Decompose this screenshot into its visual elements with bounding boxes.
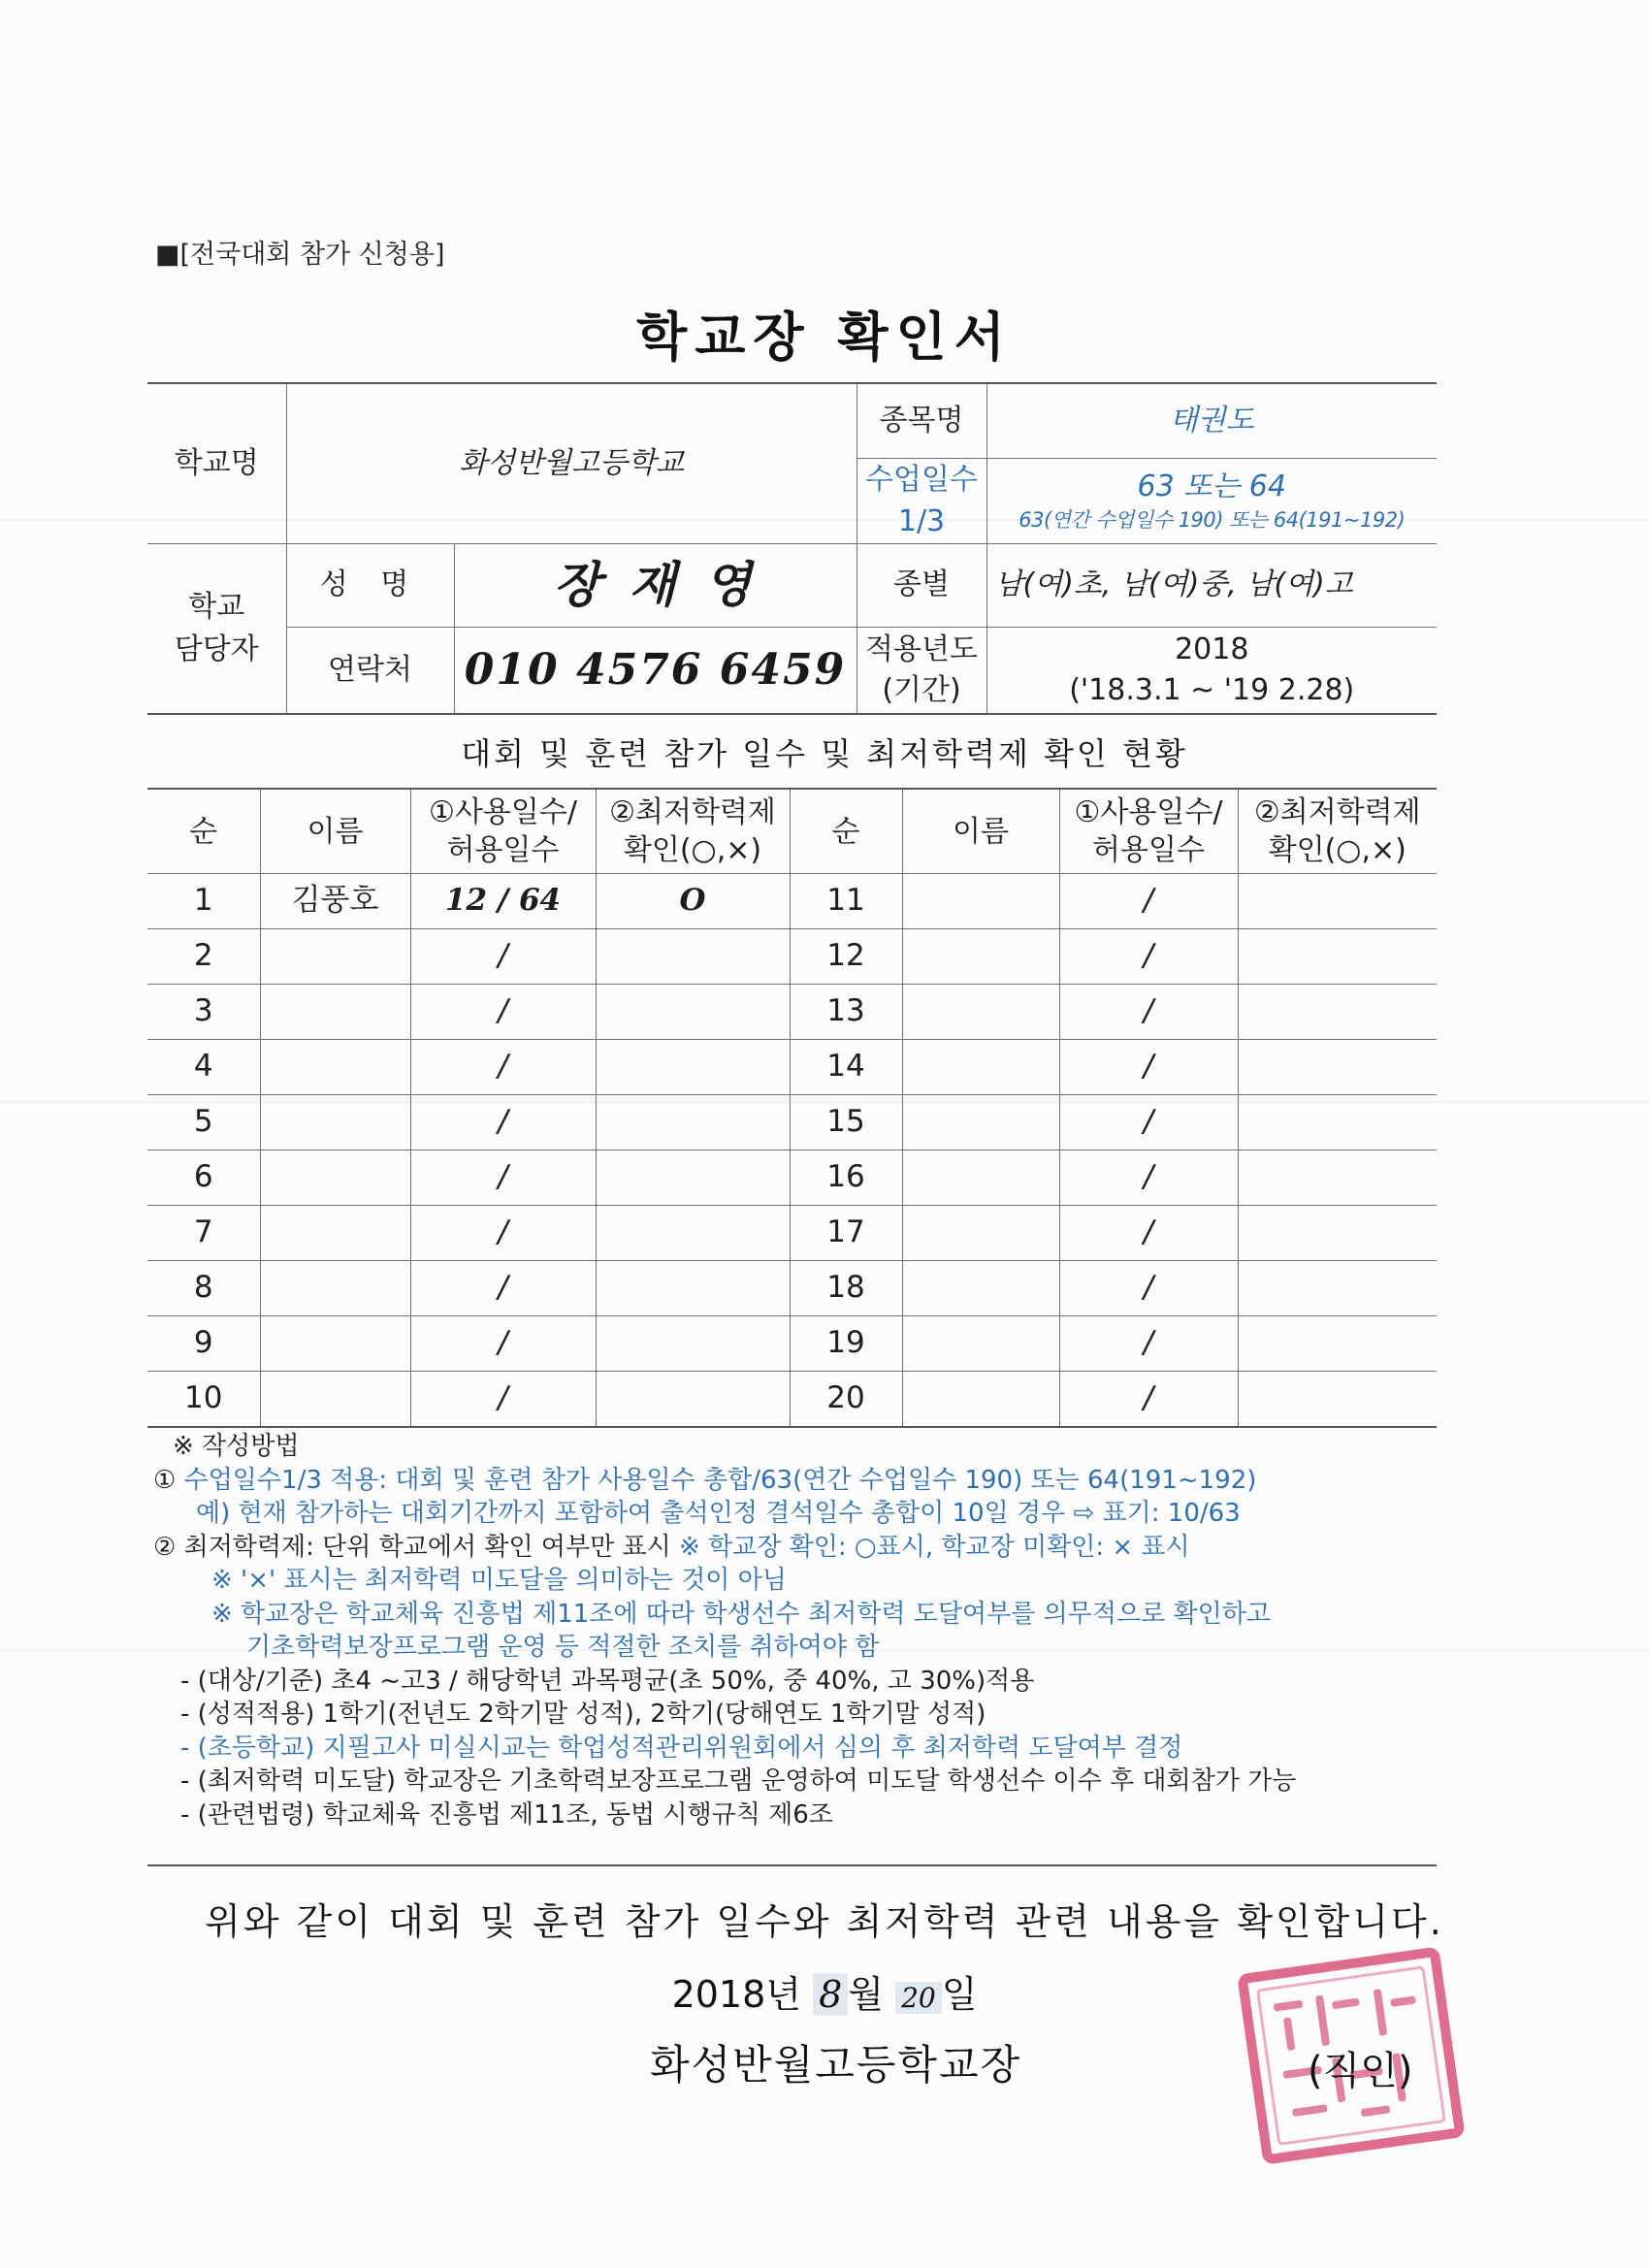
cell-name [260, 1206, 410, 1261]
cell-check [1238, 1261, 1437, 1316]
col-header-check-line1: ②최저학력제 [609, 795, 776, 829]
table-row [147, 1206, 1437, 1261]
cell-no: 7 [147, 1206, 260, 1261]
roster-table [147, 788, 1437, 1428]
cell-days: / [410, 1372, 596, 1428]
period-label-line1: 적용년도 [865, 632, 978, 666]
detail-target: - (대상/기준) 초4 ~고3 / 해당학년 과목평균(초 50%, 중 40%, 고 30%)적용 [180, 1666, 1035, 1696]
cell-no: 12 [790, 929, 902, 985]
cell-days: / [410, 929, 596, 985]
cell-name [260, 1095, 410, 1150]
cell-check [596, 1150, 790, 1206]
cell-no: 8 [147, 1261, 260, 1316]
class-days-value [986, 458, 1437, 543]
cell-no: 6 [147, 1150, 260, 1206]
cell-no: 1 [147, 874, 260, 929]
cell-check [1238, 1206, 1437, 1261]
col-header-no: 순 [790, 789, 902, 874]
school-info-table [147, 382, 1437, 715]
cell-check [596, 1206, 790, 1261]
cell-name [260, 1372, 410, 1428]
cell-days: / [1059, 1372, 1238, 1428]
cell-name [902, 1316, 1059, 1372]
class-days-value-detail: 63(연간 수업일수 190) 또는 64(191~192) [1018, 508, 1406, 533]
note-2-text: 최저학력제: 단위 학교에서 확인 여부만 표시 [183, 1532, 671, 1562]
cell-name [902, 1095, 1059, 1150]
cell-name [902, 874, 1059, 929]
cell-name [902, 1261, 1059, 1316]
col-header-check-line1: ②최저학력제 [1253, 795, 1421, 829]
cell-no: 4 [147, 1040, 260, 1095]
col-header-check [596, 789, 790, 874]
cell-check [596, 1372, 790, 1428]
col-header-days [1059, 789, 1238, 874]
category-value: 남(여)초, 남(여)중, 남(여)고 [986, 543, 1437, 627]
col-header-days-line2: 허용일수 [446, 833, 560, 867]
cell-days: / [1059, 874, 1238, 929]
cell-check [596, 1095, 790, 1150]
cell-no: 13 [790, 985, 902, 1040]
col-header-check-line2: 확인(○,×) [623, 833, 762, 867]
cell-name [260, 1316, 410, 1372]
note-2-number: ② [153, 1532, 177, 1562]
class-days-label [857, 458, 986, 543]
col-header-check [1238, 789, 1437, 874]
table-row [147, 1372, 1437, 1428]
note-2-sub-2-cont: 기초학력보장프로그램 운영 등 적절한 조치를 취하여야 함 [246, 1633, 880, 1662]
cell-name [902, 1150, 1059, 1206]
table-row [147, 1150, 1437, 1206]
period-label [857, 627, 986, 714]
cell-name [902, 985, 1059, 1040]
cell-no: 20 [790, 1372, 902, 1428]
class-days-value-main: 63 또는 64 [1137, 469, 1286, 503]
table-row [147, 1040, 1437, 1095]
contact-value: 010 4576 6459 [454, 627, 857, 714]
table-row [147, 1316, 1437, 1372]
cell-name [260, 1261, 410, 1316]
school-name-value: 화성반월고등학교 [286, 383, 857, 543]
section-title: 대회 및 훈련 참가 일수 및 최저학력제 확인 현황 [461, 735, 1188, 772]
category-label: 종별 [857, 543, 986, 627]
col-header-no: 순 [147, 789, 260, 874]
cell-days: / [410, 1261, 596, 1316]
period-year: 2018 [1175, 632, 1249, 666]
cell-check [596, 1261, 790, 1316]
cell-days: / [410, 1206, 596, 1261]
event-value: 태권도 [986, 383, 1437, 458]
cell-days: / [1059, 1095, 1238, 1150]
class-days-label-line2: 1/3 [897, 504, 946, 538]
contact-label: 연락처 [286, 627, 454, 714]
table-row [147, 929, 1437, 985]
cell-check [1238, 874, 1437, 929]
writing-instructions [153, 1430, 1443, 1831]
cell-no: 17 [790, 1206, 902, 1261]
cell-check [1238, 1150, 1437, 1206]
confirmation-statement: 위와 같이 대회 및 훈련 참가 일수와 최저학력 관련 내용을 확인합니다. [205, 1900, 1444, 1943]
cell-days: / [1059, 1316, 1238, 1372]
period-range: ('18.3.1 ~ '19 2.28) [1069, 672, 1355, 707]
col-header-name: 이름 [902, 789, 1059, 874]
cell-check: O [596, 874, 790, 929]
col-header-days-line2: 허용일수 [1092, 833, 1205, 867]
cell-name [902, 1372, 1059, 1428]
cell-days: / [1059, 1040, 1238, 1095]
col-header-days [410, 789, 596, 874]
cell-check [1238, 929, 1437, 985]
date-month: 8 [813, 1973, 848, 2016]
col-header-days-line1: ①사용일수/ [1074, 795, 1223, 829]
event-label: 종목명 [857, 383, 986, 458]
note-1-number: ① [153, 1465, 177, 1495]
col-header-check-line2: 확인(○,×) [1268, 833, 1406, 867]
cell-name [260, 1150, 410, 1206]
cell-no: 15 [790, 1095, 902, 1150]
col-header-name: 이름 [260, 789, 410, 874]
cell-no: 19 [790, 1316, 902, 1372]
cell-days: 12 / 64 [410, 874, 596, 929]
detail-law: - (관련법령) 학교체육 진흥법 제11조, 동법 시행규칙 제6조 [180, 1799, 833, 1830]
cell-name [902, 929, 1059, 985]
cell-no: 18 [790, 1261, 902, 1316]
table-row [147, 874, 1437, 929]
cell-days: / [1059, 929, 1238, 985]
date-day: 20 [895, 1982, 942, 2014]
cell-check [596, 1040, 790, 1095]
note-1-text: 수업일수1/3 적용: 대회 및 훈련 참가 사용일수 총합/63(연간 수업일수 190) 또는 64(191~192) [183, 1465, 1257, 1495]
cell-days: / [1059, 1206, 1238, 1261]
school-name-label: 학교명 [147, 383, 286, 543]
cell-days: / [1059, 1150, 1238, 1206]
cell-name [260, 985, 410, 1040]
cell-no: 10 [147, 1372, 260, 1428]
cell-days: / [410, 1040, 596, 1095]
seal-mark-label: (직인) [1308, 2049, 1413, 2093]
note-2-sub-1: ※ '×' 표시는 최저학력 미도달을 의미하는 것이 아님 [211, 1566, 787, 1595]
table-row [147, 1261, 1437, 1316]
cell-no: 5 [147, 1095, 260, 1150]
cell-check [1238, 985, 1437, 1040]
cell-days: / [410, 1316, 596, 1372]
divider [147, 1864, 1437, 1866]
form-type-label: ■[전국대회 참가 신청용] [155, 240, 445, 270]
cell-check [596, 1316, 790, 1372]
table-row [147, 985, 1437, 1040]
period-value [986, 627, 1437, 714]
cell-name: 김풍호 [260, 874, 410, 929]
date-day-unit: 일 [941, 1973, 978, 2016]
class-days-label-line1: 수업일수 [865, 462, 978, 497]
staff-label-line1: 학교 [188, 590, 245, 625]
detail-not-reached: - (최저학력 미도달) 학교장은 기초학력보장프로그램 운영하여 미도달 학생선수 이수 후 대회참가 가능 [180, 1766, 1297, 1796]
cell-days: / [1059, 1261, 1238, 1316]
date-year: 2018년 [671, 1973, 801, 2016]
cell-check [1238, 1316, 1437, 1372]
cell-no: 9 [147, 1316, 260, 1372]
cell-days: / [1059, 985, 1238, 1040]
cell-check [1238, 1372, 1437, 1428]
cell-no: 3 [147, 985, 260, 1040]
staff-label-line2: 담당자 [174, 632, 259, 666]
cell-check [596, 985, 790, 1040]
cell-days: / [410, 1150, 596, 1206]
detail-elementary: - (초등학교) 지필고사 미실시교는 학업성적관리위원회에서 심의 후 최저학력 도달여부 결정 [180, 1733, 1183, 1763]
staff-name-label: 성 명 [286, 543, 454, 627]
cell-no: 14 [790, 1040, 902, 1095]
staff-label [147, 543, 286, 714]
principal-title: 화성반월고등학교장 [650, 2041, 1022, 2089]
cell-name [902, 1040, 1059, 1095]
notes-heading: ※ 작성방법 [173, 1432, 300, 1461]
col-header-days-line1: ①사용일수/ [429, 795, 577, 829]
note-2 [153, 1531, 1443, 1565]
document-title: 학교장 확인서 [636, 307, 1013, 368]
note-2-sub-2: ※ 학교장은 학교체육 진흥법 제11조에 따라 학생선수 최저학력 도달여부를 의무적으로 확인하고 [211, 1599, 1271, 1629]
cell-check [596, 929, 790, 985]
cell-name [902, 1206, 1059, 1261]
cell-name [260, 929, 410, 985]
staff-name-value: 장 재 영 [454, 543, 857, 627]
note-1 [153, 1464, 1443, 1498]
cell-days: / [410, 985, 596, 1040]
detail-grades: - (성적적용) 1학기(전년도 2학기말 성적), 2학기(당해연도 1학기말 성적) [180, 1700, 986, 1729]
cell-days: / [410, 1095, 596, 1150]
cell-check [1238, 1040, 1437, 1095]
note-1-example: 예) 현재 참가하는 대회기간까지 포함하여 출석인정 결석일수 총합이 10일 경우 ⇨ 표기: 10/63 [196, 1499, 1241, 1528]
period-label-line2: (기간) [882, 672, 961, 707]
note-2-marking: ※ 학교장 확인: ○표시, 학교장 미확인: × 표시 [679, 1532, 1190, 1562]
roster-header-row [147, 789, 1437, 874]
cell-check [1238, 1095, 1437, 1150]
cell-name [260, 1040, 410, 1095]
date-month-unit: 월 [848, 1973, 884, 2016]
table-row [147, 1095, 1437, 1150]
cell-no: 2 [147, 929, 260, 985]
cell-no: 16 [790, 1150, 902, 1206]
cell-no: 11 [790, 874, 902, 929]
